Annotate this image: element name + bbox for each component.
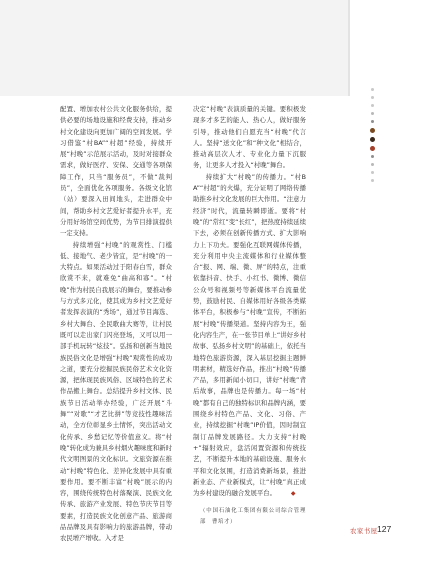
dot-icon [371, 96, 374, 99]
paragraph-continued: 决定“村晚”表演质量的关键。要积极发现多才多艺的能人、热心人，做好服务引导，推动他们自愿充当“村晚”代言人。坚持“送文化”和“种文化”相结合，推动高层次人才、专业化力量下沉服务，让更多人才投入“村晚”舞台。 [193, 105, 306, 170]
dot-icon [371, 104, 374, 107]
right-text-column [193, 104, 306, 528]
dot-icon [371, 88, 374, 91]
dot-icon [370, 137, 375, 142]
paragraph: 持续增强“村晚”的观赏性、门槛低、接地气、老少皆宜，是“村晚”的一大特点。如果活动过于阳春白雪，群众欣赏不来，就难免“曲高和寡”。“村晚”作为村民自我展示的舞台，要推动参与方式多元化，使其成为乡村文艺爱好者发挥表演的“秀场”，通过节目海选、乡村大舞台、全民歌曲大赛等，让村民既可以走出家门闪亮登场，又可以用一部手机玩转“炫技”。弘扬和创新当地民族民俗文化是增强“村晚”观赏性的成功之道，要充分挖掘民族民俗艺术文化资源，把体现民族风俗、区域特色的艺术作品搬上舞台。总结提升乡村文体、民族节日活动举办经验，广泛开展“斗舞”“对歌”“才艺比拼”等竞技性趣味活动，全方位彰显乡土情怀，突出活动文化传承、乡愁记忆等价值意义。将“村晚”转化成为兼具乡村烟火趣味度和新时代文明图景的文化标识。文旅资源在推动“村晚”特色化、差异化发展中具有重要作用。要不断丰富“村晚”展示的内容，围绕传统特色村落聚演、民族文化传承、旅游产业发展、特色节庆节目等要素，打造民族文化创意产品、旅游商品品牌及具有影响力的旅游品牌，带动农民增产增收。入才是 [60, 240, 172, 543]
author-attribution: （中国石油化工集团有限公司综合管理部 曹培才） [200, 508, 306, 526]
paragraph-text: 持续扩大“村晚”的传播力。“村BA”“村超”的火爆，充分证明了网络传播助推乡村文化发展的巨大作用。“注意力经济”时代，流量转瞬即逝。要将“村晚”的“常红”变“长红”，把热度持续延续下去，必须在创新传播方式、扩大影响力上下功夫。要强化互联网媒体传播，充分利用中央主流媒体和行业媒体整合“报、网、端、微、屏”的特点，注重依靠抖音、快手、小红书、微博、微信公众号和视频号等新媒体平台流量优势，鼓励村民、自媒体用好各级各类媒体平台，积极参与“村晚”宣传，不断拓展“村晚”传播渠道。坚持内容为王，强化内容生产，在一张节目单上“讲好乡村故事、弘扬乡村文明”的基础上，依托当地特色旅游资源，深入基层挖掘主题鲜明素材，精选好作品，推出“村晚”传播产品，多用新闻小切口，讲好“村晚”背后故事，品牌也是传播力。每一场“村晚”都有自己的独特标识和品牌内涵，要围绕乡村特色产品、文化、习俗、产业，持续挖掘“村晚”IP价值，因时制宜制订品牌发展路径。大力支持“村晚+”辐射效应，盘活闲置资源和传统技艺，不断提升本地的基础设施、服务水平和文化氛围，打造消费新场景，推进新业态、产业新模式，让“村晚”真正成为乡村建设的融合发展平台。 [193, 172, 306, 498]
header-edge-bar [348, 0, 350, 96]
dot-icon [371, 179, 374, 182]
left-text-column [60, 104, 172, 545]
end-mark-icon: ◆ [290, 490, 296, 498]
footer-brand: 农家书屋 [350, 527, 378, 535]
dot-icon [371, 155, 374, 158]
dot-icon [371, 112, 374, 115]
dot-icon [370, 128, 375, 133]
dot-icon [370, 146, 375, 151]
dot-icon [371, 163, 374, 166]
page-number: 127 [377, 524, 392, 534]
dot-icon [371, 171, 374, 174]
decorative-dot-column [369, 88, 375, 187]
dot-icon [371, 120, 374, 123]
header-gray-panel [0, 0, 348, 96]
paragraph [193, 172, 306, 500]
paragraph-continued: 配置、增加农村公共文化服务供给，提供必要的场地设施和经费支持，推动乡村文化建设向更加广阔的空间发展。学习借鉴“村BA”“村超”经验，持续开展“村晚”示范展示活动，及时对接群众需求，做好医疗、安保、交通等各项保障工作，只当“服务员”，不做“裁判员”，全面优化各项服务。各级文化馆（站）要深入田间地头，走进群众中间，帮助乡村文艺爱好者提升水平，充分用好场馆空间优势，为节目排演提供一定支持。 [60, 105, 172, 238]
